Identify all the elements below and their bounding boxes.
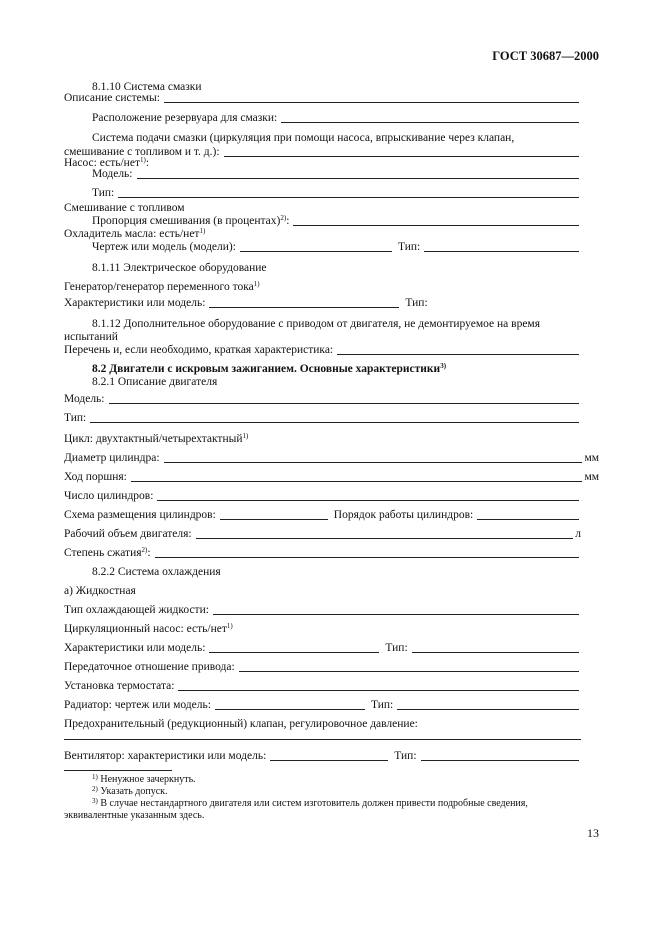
footnote-3-cont: эквивалентные указанным здесь. xyxy=(64,810,205,821)
field-compression[interactable] xyxy=(64,546,581,560)
blank-line[interactable] xyxy=(293,224,579,226)
blank-line[interactable] xyxy=(397,708,579,710)
label: Порядок работы цилиндров: xyxy=(333,509,474,521)
field-cooler-drawing[interactable] xyxy=(92,240,581,254)
blank-line[interactable] xyxy=(196,537,574,539)
valve-label: Предохранительный (редукционный) клапан, регулировочное давление: xyxy=(64,718,418,730)
field-mix-proportion[interactable] xyxy=(92,214,581,228)
label: Установка термостата: xyxy=(64,680,175,692)
blank-line[interactable] xyxy=(109,402,580,404)
label: Тип: xyxy=(92,187,115,199)
blank-line[interactable] xyxy=(412,651,579,653)
field-pump-type[interactable] xyxy=(92,186,581,200)
page-number: 13 xyxy=(587,826,599,840)
supply-text-1: Система подачи смазки (циркуляция при помощи насоса, впрыскивание через клапан, xyxy=(92,132,515,144)
blank-line[interactable] xyxy=(209,651,379,653)
field-circ-pump[interactable] xyxy=(64,641,581,655)
label: Перечень и, если необходимо, краткая характеристика: xyxy=(64,344,334,356)
label: Тип: xyxy=(64,412,87,424)
unit-label: мм xyxy=(584,471,599,483)
label: Схема размещения цилиндров: xyxy=(64,509,216,521)
label: Характеристики или модель: xyxy=(64,642,206,654)
section-8-1-12: 8.1.12 Дополнительное оборудование с приводом от двигателя, не демонтируемое на время xyxy=(92,318,540,330)
blank-line[interactable] xyxy=(157,499,579,501)
blank-line[interactable] xyxy=(424,250,579,252)
label: Тип охлаждающей жидкости: xyxy=(64,604,209,616)
field-displacement[interactable] xyxy=(64,527,581,541)
label: Вентилятор: характеристики или модель: xyxy=(64,750,267,762)
unit-label: мм xyxy=(584,452,599,464)
section-8-2-2: 8.2.2 Система охлаждения xyxy=(92,566,221,578)
section-8-2: 8.2 Двигатели с искровым зажиганием. Основные характеристики$^{3)}$ xyxy=(92,362,447,375)
label: смешивание с топливом и т. д.): xyxy=(64,146,220,158)
cycle-label: Цикл: двухтактный/четырехтактный$^{1)}$ xyxy=(64,432,249,445)
unit-label: л xyxy=(575,528,581,540)
field-thermostat[interactable] xyxy=(64,679,581,693)
label: Описание системы: xyxy=(64,92,160,104)
label: Радиатор: чертеж или модель: xyxy=(64,699,211,711)
field-reservoir[interactable] xyxy=(92,111,581,125)
blank-line[interactable] xyxy=(178,689,579,691)
label: Тип: xyxy=(394,750,417,762)
field-cylinders[interactable] xyxy=(64,489,581,503)
label: Число цилиндров: xyxy=(64,490,154,502)
footnote-2: $^{2)}$ Указать допуск. xyxy=(92,785,168,797)
field-pump-model[interactable] xyxy=(92,167,581,181)
pump-label: Насос: есть/нет$^{1)}$: xyxy=(64,156,150,169)
label: Тип: xyxy=(385,642,408,654)
field-generator[interactable] xyxy=(64,296,581,310)
field-engine-type[interactable] xyxy=(64,411,581,425)
field-system-description[interactable] xyxy=(64,91,581,105)
field-radiator[interactable] xyxy=(64,698,581,712)
blank-line[interactable] xyxy=(421,759,579,761)
cooler-label: Охладитель масла: есть/нет$^{1)}$ xyxy=(64,227,206,240)
blank-line[interactable] xyxy=(281,121,579,123)
label: Пропорция смешивания (в процентах)$^{2)}$: xyxy=(92,214,290,227)
liquid-label: а) Жидкостная xyxy=(64,585,136,597)
mix-label: Смешивание с топливом xyxy=(64,202,185,214)
field-engine-model[interactable] xyxy=(64,392,581,406)
label: Ход поршня: xyxy=(64,471,127,483)
document-header: ГОСТ 30687—2000 xyxy=(492,49,599,63)
blank-line[interactable] xyxy=(90,421,579,423)
footnote-1: $^{1)}$ Ненужное зачеркнуть. xyxy=(92,773,196,785)
label: Степень сжатия$^{2)}$: xyxy=(64,546,151,559)
field-stroke[interactable] xyxy=(64,470,599,484)
blank-line[interactable] xyxy=(477,518,579,520)
footnote-divider xyxy=(64,770,172,771)
circ-pump-label: Циркуляционный насос: есть/нет$^{1)}$ xyxy=(64,622,233,635)
generator-label: Генератор/генератор переменного тока$^{1)}$ xyxy=(64,280,260,293)
field-bore[interactable] xyxy=(64,451,599,465)
label: Модель: xyxy=(64,393,105,405)
label: Тип: xyxy=(370,699,394,711)
field-layout[interactable] xyxy=(64,508,581,522)
footnote-3: $^{3)}$ В случае нестандартного двигателя или систем изготовитель должен привести подробные сведения, xyxy=(92,797,528,809)
blank-line[interactable] xyxy=(270,759,388,761)
blank-line[interactable] xyxy=(220,518,328,520)
blank-line[interactable] xyxy=(118,196,579,198)
blank-line[interactable] xyxy=(224,155,579,157)
label: Модель: xyxy=(92,168,133,180)
section-8-1-11: 8.1.11 Электрическое оборудование xyxy=(92,262,267,274)
blank-line[interactable] xyxy=(131,480,583,482)
label: Характеристики или модель: xyxy=(64,297,206,309)
section-8-1-10: 8.1.10 Система смазки xyxy=(92,81,202,93)
field-coolant[interactable] xyxy=(64,603,581,617)
label: Тип: xyxy=(397,241,421,253)
label: Расположение резервуара для смазки: xyxy=(92,112,278,124)
blank-line[interactable] xyxy=(240,250,392,252)
field-extra-equipment[interactable] xyxy=(64,343,581,357)
blank-line[interactable] xyxy=(164,101,579,103)
blank-line[interactable] xyxy=(337,353,579,355)
blank-line[interactable] xyxy=(215,708,365,710)
field-drive-ratio[interactable] xyxy=(64,660,581,674)
label: Тип: xyxy=(405,297,428,309)
blank-line[interactable] xyxy=(209,306,399,308)
blank-line[interactable] xyxy=(239,670,579,672)
label: Чертеж или модель (модели): xyxy=(92,241,236,253)
field-valve-line[interactable] xyxy=(64,739,581,740)
label: Передаточное отношение привода: xyxy=(64,661,235,673)
blank-line[interactable] xyxy=(137,177,580,179)
blank-line[interactable] xyxy=(164,461,583,463)
field-fan[interactable] xyxy=(64,749,581,763)
blank-line[interactable] xyxy=(213,613,579,615)
blank-line[interactable] xyxy=(155,556,579,558)
section-8-2-1: 8.2.1 Описание двигателя xyxy=(92,376,218,388)
label: Рабочий объем двигателя: xyxy=(64,528,192,540)
label: Диаметр цилиндра: xyxy=(64,452,160,464)
section-8-1-12-cont: испытаний xyxy=(64,331,118,343)
